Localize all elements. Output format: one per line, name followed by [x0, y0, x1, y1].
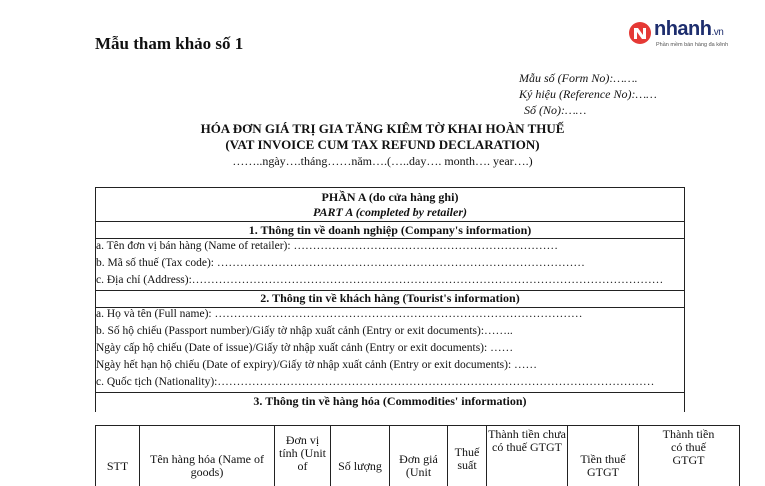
col-header-total: Thành tiền có thuế GTGT	[662, 427, 715, 467]
goods-table-header	[95, 425, 740, 486]
section2-line: c. Quốc tịch (Nationality):……………………………………………………………………………………………………	[96, 376, 655, 388]
section1-line: c. Địa chỉ (Address):……………………………………………………………………………………………………………	[96, 274, 664, 286]
logo-tld: .vn	[711, 27, 724, 38]
nhanh-logo	[628, 16, 748, 52]
col-header-unit: Đơn vị tính (Unit of	[279, 433, 326, 473]
logo-brand: nhanh	[654, 18, 712, 40]
reference-label: Mẫu tham khảo số 1	[95, 34, 244, 53]
section1-title: 1. Thông tin về doanh nghiệp (Company's information)	[248, 223, 532, 237]
col-header-pre-tax: Thành tiền chưa có thuế GTGT	[488, 427, 566, 454]
nhanh-logo-icon	[628, 20, 652, 46]
section3-title: 3. Thông tin về hàng hóa (Commodities' information)	[253, 394, 527, 408]
section2-line: b. Số hộ chiếu (Passport number)/Giấy tờ nhập xuất cảnh (Entry or exit documents):……..	[96, 325, 513, 337]
reference-no: Ký hiệu (Reference No):……	[519, 87, 657, 101]
doc-title-en: (VAT INVOICE CUM TAX REFUND DECLARATION)	[225, 137, 540, 152]
doc-date-line: ……..ngày….tháng……năm….(…..day…. month…. year….)	[232, 154, 533, 168]
col-header-stt: STT	[106, 459, 129, 473]
section2-title: 2. Thông tin về khách hàng (Tourist's information)	[260, 291, 520, 305]
section2-line: a. Họ và tên (Full name): ……………………………………………………………………………………	[96, 308, 583, 320]
part-a-box	[95, 187, 685, 412]
form-no: Mẫu số (Form No):…….	[519, 71, 638, 85]
col-header-unit-price: Đơn giá (Unit	[399, 452, 438, 479]
col-header-quantity: Số lượng	[338, 459, 382, 473]
logo-tagline: Phần mềm bán hàng đa kênh	[656, 42, 729, 48]
doc-title-vi: HÓA ĐƠN GIÁ TRỊ GIA TĂNG KIÊM TỜ KHAI HOÀN THUẾ	[200, 121, 565, 136]
col-header-tax-rate: Thuế suất	[454, 445, 480, 472]
invoice-number: Số (No):……	[524, 103, 587, 117]
section1-line: a. Tên đơn vị bán hàng (Name of retailer): ……………………………………………………………	[96, 240, 558, 252]
col-header-vat: Tiền thuế GTGT	[580, 452, 626, 479]
part-a-heading-vi: PHẦN A (do cửa hàng ghi)	[321, 190, 459, 204]
section2-line: Ngày hết hạn hộ chiếu (Date of expiry)/Giấy tờ nhập xuất cảnh (Entry or exit documents): ……	[96, 359, 538, 371]
section1-line: b. Mã số thuế (Tax code): ……………………………………………………………………………………	[96, 257, 585, 269]
col-header-name: Tên hàng hóa (Name of goods)	[150, 452, 264, 479]
section2-line: Ngày cấp hộ chiếu (Date of issue)/Giấy tờ nhập xuất cảnh (Entry or exit documents): ……	[96, 342, 514, 354]
part-a-heading-en: PART A (completed by retailer)	[313, 205, 467, 219]
